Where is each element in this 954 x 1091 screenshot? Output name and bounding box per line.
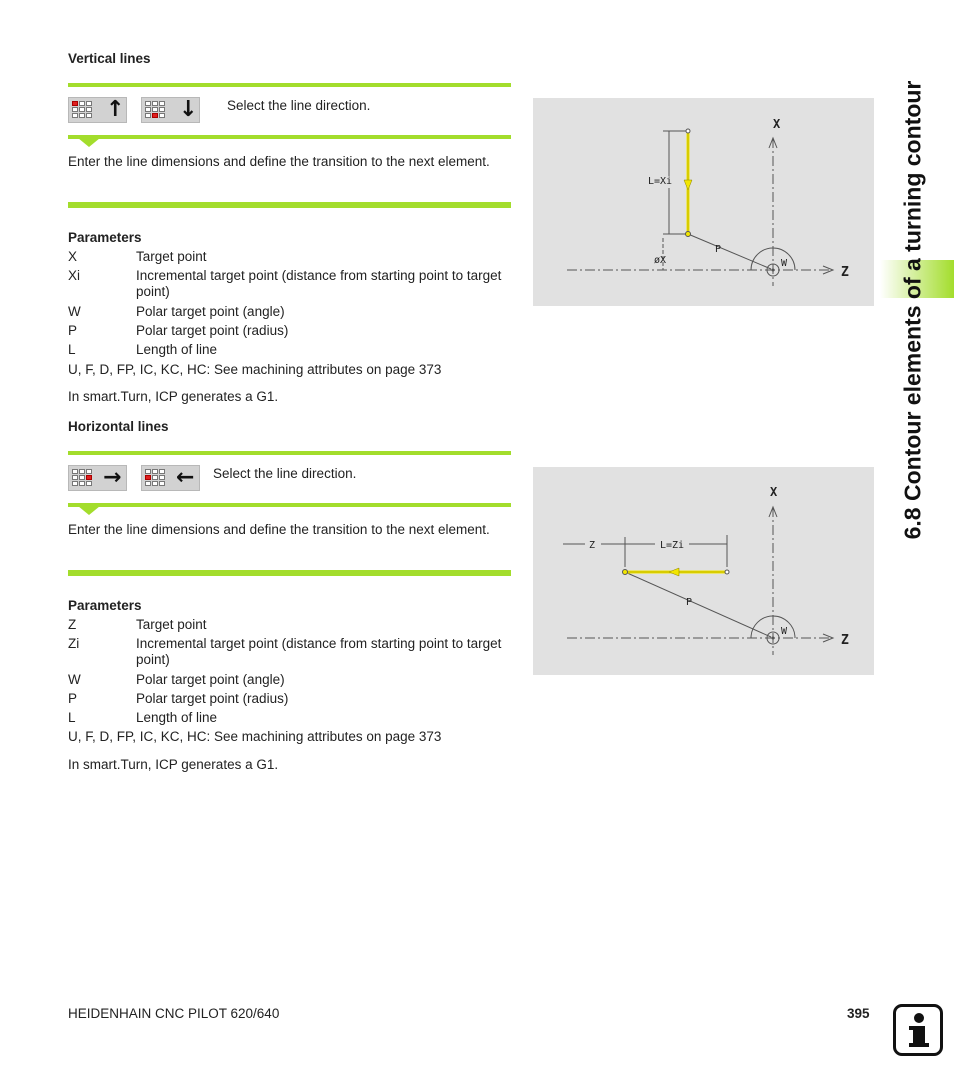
pointer-triangle — [78, 138, 100, 148]
svg-text:X: X — [770, 485, 778, 499]
softkey-line-right[interactable] — [68, 465, 127, 491]
svg-text:X: X — [773, 117, 781, 131]
attributes-line: U, F, D, FP, IC, KC, HC: See machining attributes on page 373 — [68, 362, 442, 377]
grid-icon — [145, 469, 169, 489]
grid-icon — [72, 469, 96, 489]
params-heading: Parameters — [68, 598, 142, 613]
attributes-line: U, F, D, FP, IC, KC, HC: See machining attributes on page 373 — [68, 729, 442, 744]
grid-icon — [145, 101, 169, 121]
arrow-up-icon: ↑ — [106, 97, 125, 122]
softkey-line-up[interactable] — [68, 97, 127, 123]
info-icon — [893, 1004, 943, 1056]
svg-text:P: P — [686, 597, 693, 608]
diagram-vertical-line — [533, 98, 874, 306]
pointer-triangle — [78, 506, 100, 516]
svg-text:Z: Z — [841, 633, 849, 648]
arrow-right-icon: → — [103, 465, 122, 490]
instruction-select: Select the line direction. — [227, 98, 371, 113]
divider — [68, 202, 511, 208]
params-heading: Parameters — [68, 230, 142, 245]
divider — [68, 570, 511, 576]
svg-text:Z: Z — [589, 540, 596, 551]
footer-product: HEIDENHAIN CNC PILOT 620/640 — [68, 1006, 280, 1021]
divider — [68, 83, 511, 87]
divider — [68, 451, 511, 455]
instruction-enter: Enter the line dimensions and define the transition to the next element. — [68, 154, 490, 169]
instruction-select: Select the line direction. — [213, 466, 357, 481]
grid-icon — [72, 101, 96, 121]
diagram-horizontal-line — [533, 467, 874, 675]
section-heading-horizontal: Horizontal lines — [68, 419, 169, 434]
page-number: 395 — [847, 1006, 870, 1021]
section-heading-vertical: Vertical lines — [68, 51, 151, 66]
divider — [68, 135, 511, 139]
svg-text:Z: Z — [841, 265, 849, 280]
arrow-down-icon: ↓ — [179, 97, 198, 122]
svg-text:øX: øX — [654, 255, 667, 266]
divider — [68, 503, 511, 507]
g1-note: In smart.Turn, ICP generates a G1. — [68, 389, 279, 404]
chapter-title: 6.8 Contour elements of a turning contour — [899, 80, 926, 540]
svg-text:P: P — [715, 244, 722, 255]
g1-note: In smart.Turn, ICP generates a G1. — [68, 757, 279, 772]
softkey-line-down[interactable] — [141, 97, 200, 123]
svg-text:W: W — [781, 626, 788, 637]
svg-text:L=Xi: L=Xi — [648, 176, 673, 187]
svg-text:L=Zi: L=Zi — [660, 540, 685, 551]
instruction-enter: Enter the line dimensions and define the transition to the next element. — [68, 522, 490, 537]
arrow-left-icon: ← — [176, 465, 195, 490]
softkey-line-left[interactable] — [141, 465, 200, 491]
svg-text:W: W — [781, 258, 788, 269]
